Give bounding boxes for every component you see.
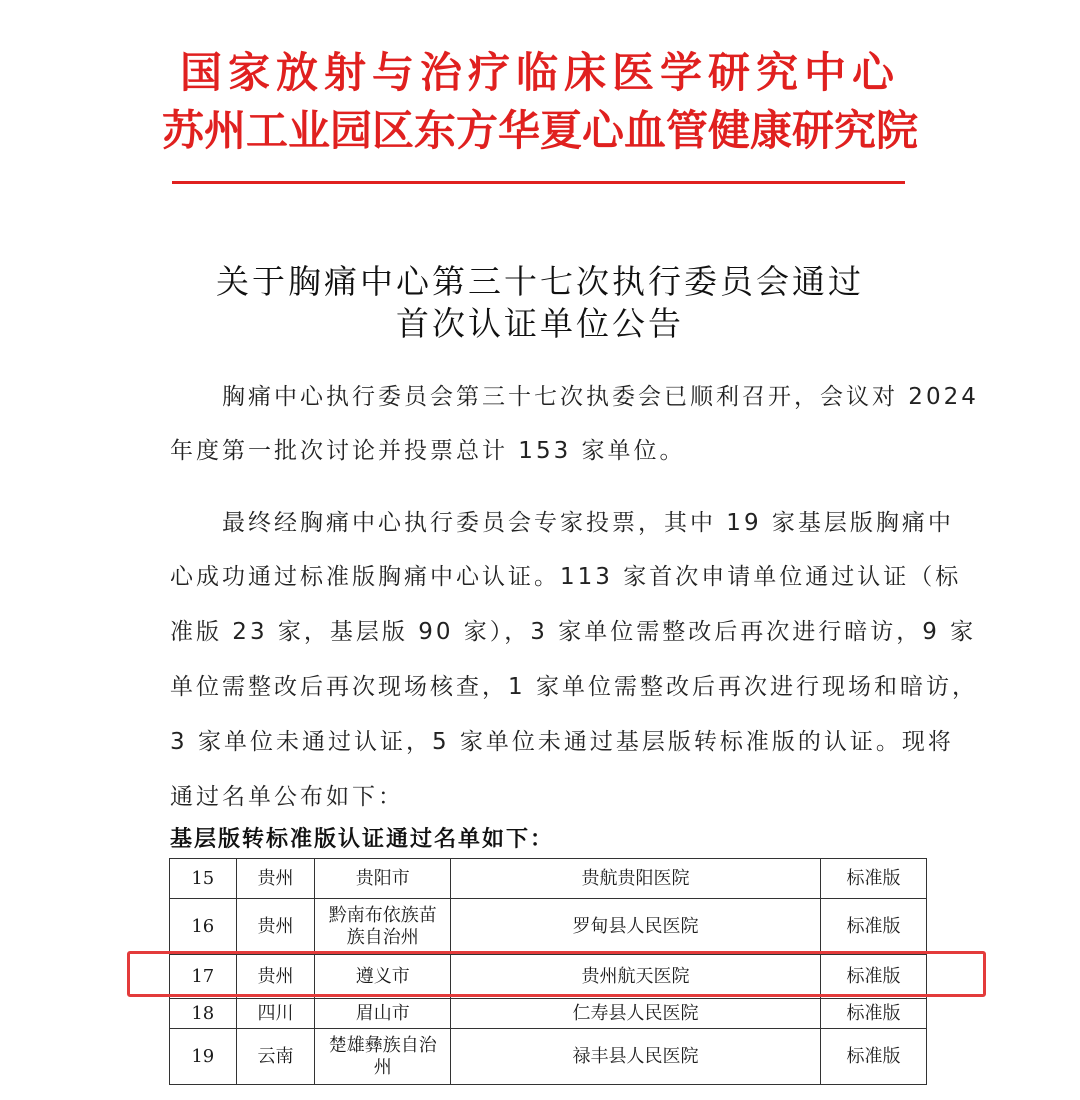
paragraph-line: 准版 23 家，基层版 90 家），3 家单位需整改后再次进行暗访，9 家: [170, 619, 977, 645]
version-cell: 标准版: [820, 1029, 926, 1085]
city-cell: 贵阳市: [315, 859, 451, 899]
paragraph-line: 3 家单位未通过认证，5 家单位未通过基层版转标准版的认证。现将: [170, 729, 954, 755]
version-cell: 标准版: [820, 955, 926, 999]
version-cell: 标准版: [820, 859, 926, 899]
province-cell: 贵州: [236, 859, 315, 899]
org-name-line-2: 苏州工业园区东方华夏心血管健康研究院: [161, 106, 918, 155]
city-cell: 楚雄彝族自治州: [315, 1029, 451, 1085]
hospital-cell: 仁寿县人民医院: [451, 999, 821, 1029]
row-number: 18: [170, 999, 237, 1029]
hospital-cell: 禄丰县人民医院: [451, 1029, 821, 1085]
city-cell: 黔南布依族苗族自治州: [315, 899, 451, 955]
header-divider: [172, 181, 905, 184]
province-cell: 四川: [236, 999, 315, 1029]
document-title-line-2: 首次认证单位公告: [396, 304, 684, 343]
paragraph-line: 通过名单公布如下：: [170, 784, 404, 810]
row-number: 17: [170, 955, 237, 999]
table-row: [170, 1029, 927, 1085]
version-cell: 标准版: [820, 899, 926, 955]
hospital-cell: 贵州航天医院: [451, 955, 821, 999]
table-row-highlighted: [170, 955, 927, 999]
province-cell: 云南: [236, 1029, 315, 1085]
document-title-line-1: 关于胸痛中心第三十七次执行委员会通过: [216, 262, 864, 301]
row-number: 16: [170, 899, 237, 955]
paragraph-line: 单位需整改后再次现场核查，1 家单位需整改后再次进行现场和暗访，: [170, 674, 978, 700]
version-cell: 标准版: [820, 999, 926, 1029]
row-number: 19: [170, 1029, 237, 1085]
paragraph-line: 最终经胸痛中心执行委员会专家投票，其中 19 家基层版胸痛中: [222, 510, 954, 536]
province-cell: 贵州: [236, 955, 315, 999]
province-cell: 贵州: [236, 899, 315, 955]
hospital-cell: 罗甸县人民医院: [451, 899, 821, 955]
certified-units-table: [169, 858, 927, 1085]
table-row: [170, 999, 927, 1029]
city-cell: 眉山市: [315, 999, 451, 1029]
org-name-line-1: 国家放射与治疗临床医学研究中心: [179, 48, 900, 97]
table-row: [170, 859, 927, 899]
row-number: 15: [170, 859, 237, 899]
city-cell: 遵义市: [315, 955, 451, 999]
paragraph-line: 年度第一批次讨论并投票总计 153 家单位。: [170, 438, 686, 464]
paragraph-line: 心成功通过标准版胸痛中心认证。113 家首次申请单位通过认证（标: [170, 564, 962, 590]
table-heading: 基层版转标准版认证通过名单如下：: [170, 826, 555, 852]
paragraph-line: 胸痛中心执行委员会第三十七次执委会已顺利召开，会议对 2024: [222, 384, 979, 410]
table-row: [170, 899, 927, 955]
hospital-cell: 贵航贵阳医院: [451, 859, 821, 899]
